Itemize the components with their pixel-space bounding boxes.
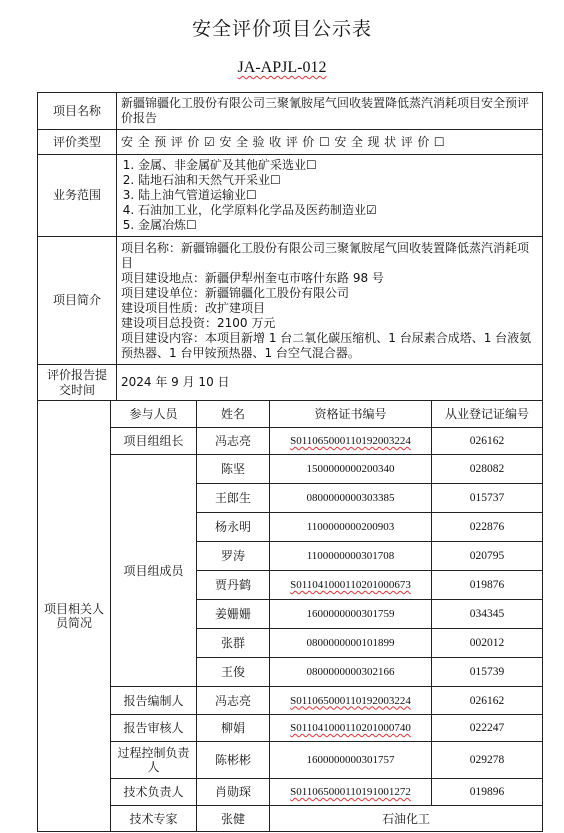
name-cell: 冯志亮 xyxy=(197,687,270,715)
column-header-cert: 资格证书编号 xyxy=(270,401,432,428)
expert-field-cell: 石油化工 xyxy=(270,806,543,832)
submission-date-row xyxy=(38,365,543,401)
evaluation-type-row xyxy=(38,130,543,155)
role-cell: 报告审核人 xyxy=(111,715,197,742)
table-row xyxy=(38,806,543,832)
role-cell: 过程控制负责人 xyxy=(111,742,197,779)
project-info-table xyxy=(37,92,543,401)
name-cell: 张健 xyxy=(197,806,270,832)
name-cell: 柳娟 xyxy=(197,715,270,742)
cert-cell: 0800000000101899 xyxy=(270,629,432,658)
role-cell: 技术专家 xyxy=(111,806,197,832)
table-row xyxy=(38,715,543,742)
reg-cell: 022247 xyxy=(432,715,543,742)
reg-cell: 019876 xyxy=(432,571,543,600)
reg-cell: 022876 xyxy=(432,513,543,542)
reg-cell: 026162 xyxy=(432,687,543,715)
column-header-role: 参与人员 xyxy=(111,401,197,428)
table-row xyxy=(38,742,543,779)
table-row xyxy=(38,687,543,715)
intro-line: 建设项目性质：改扩建项目 xyxy=(121,300,266,315)
name-cell: 肖勋琛 xyxy=(197,779,270,806)
intro-line: 项目名称：新疆锦疆化工股份有限公司三聚氰胺尾气回收装置降低蒸汽消耗项目 xyxy=(121,240,530,270)
business-scope-list xyxy=(121,158,538,233)
table-row xyxy=(38,455,543,484)
evaluation-type-value: 安全预评价☑安全验收评价☐安全现状评价☐ xyxy=(117,130,543,155)
cert-cell: S011041000110201000673 xyxy=(270,571,432,600)
reg-cell: 015737 xyxy=(432,484,543,513)
cert-cell: S011065000110192003224 xyxy=(270,428,432,455)
name-cell: 冯志亮 xyxy=(197,428,270,455)
reg-cell: 019896 xyxy=(432,779,543,806)
name-cell: 贾丹鹤 xyxy=(197,571,270,600)
column-header-name: 姓名 xyxy=(197,401,270,428)
cert-cell: S011041000110201000740 xyxy=(270,715,432,742)
role-cell: 技术负责人 xyxy=(111,779,197,806)
personnel-header-row xyxy=(38,401,543,428)
project-intro-label: 项目简介 xyxy=(38,237,117,365)
business-scope-row xyxy=(38,155,543,237)
personnel-table xyxy=(37,400,543,832)
project-name-row xyxy=(38,93,543,130)
cert-cell: 1500000000200340 xyxy=(270,455,432,484)
name-cell: 杨永明 xyxy=(197,513,270,542)
cert-cell: S011065000110192003224 xyxy=(270,687,432,715)
intro-line: 建设项目总投资：2100 万元 xyxy=(121,315,276,330)
reg-cell: 028082 xyxy=(432,455,543,484)
scope-item: 1. 金属、非金属矿及其他矿采选业☐ xyxy=(138,158,538,173)
document-number-text: JA-APJL-012 xyxy=(237,59,327,76)
name-cell: 陈彬彬 xyxy=(197,742,270,779)
cert-cell: 1100000000200903 xyxy=(270,513,432,542)
scope-item: 2. 陆地石油和天然气开采业☐ xyxy=(138,173,538,188)
project-name-value: 新疆锦疆化工股份有限公司三聚氰胺尾气回收装置降低蒸汽消耗项目安全预评价报告 xyxy=(117,93,543,130)
name-cell: 陈坚 xyxy=(197,455,270,484)
table-row xyxy=(38,779,543,806)
cert-cell: S011065000110191001272 xyxy=(270,779,432,806)
scope-item: 5. 金属冶炼☐ xyxy=(138,218,538,233)
cert-cell: 0800000000303385 xyxy=(270,484,432,513)
scope-item: 3. 陆上油气管道运输业☐ xyxy=(138,188,538,203)
name-cell: 王俊 xyxy=(197,658,270,687)
intro-line: 项目建设内容：本项目新增 1 台二氧化碳压缩机、1 台尿素合成塔、1 台液氨预热器、1 台甲铵预热器、1 台空气混合器。 xyxy=(121,330,532,360)
business-scope-value xyxy=(117,155,543,237)
name-cell: 张群 xyxy=(197,629,270,658)
intro-line: 项目建设地点：新疆伊犁州奎屯市喀什东路 98 号 xyxy=(121,270,384,285)
reg-cell: 026162 xyxy=(432,428,543,455)
project-intro-row xyxy=(38,237,543,365)
reg-cell: 015739 xyxy=(432,658,543,687)
intro-line: 项目建设单位：新疆锦疆化工股份有限公司 xyxy=(121,285,350,300)
reg-cell: 029278 xyxy=(432,742,543,779)
role-cell: 项目组成员 xyxy=(111,455,197,687)
role-cell: 报告编制人 xyxy=(111,687,197,715)
column-header-reg: 从业登记证编号 xyxy=(432,401,543,428)
business-scope-label: 业务范围 xyxy=(38,155,117,237)
table-row xyxy=(38,428,543,455)
reg-cell: 034345 xyxy=(432,600,543,629)
personnel-section-label: 项目相关人员简况 xyxy=(38,401,111,832)
project-intro-value xyxy=(117,237,543,365)
document-number xyxy=(0,59,564,77)
role-cell: 项目组组长 xyxy=(111,428,197,455)
submission-date-label: 评价报告提交时间 xyxy=(38,365,117,401)
cert-cell: 0800000000302166 xyxy=(270,658,432,687)
page-title: 安全评价项目公示表 xyxy=(191,18,372,40)
evaluation-type-label: 评价类型 xyxy=(38,130,117,155)
scope-item: 4. 石油加工业，化学原料化学品及医药制造业☑ xyxy=(138,203,538,218)
name-cell: 罗涛 xyxy=(197,542,270,571)
cert-cell: 1600000000301757 xyxy=(270,742,432,779)
cert-cell: 1600000000301759 xyxy=(270,600,432,629)
name-cell: 王郎生 xyxy=(197,484,270,513)
reg-cell: 002012 xyxy=(432,629,543,658)
project-name-label: 项目名称 xyxy=(38,93,117,130)
reg-cell: 020795 xyxy=(432,542,543,571)
cert-cell: 1100000000301708 xyxy=(270,542,432,571)
submission-date-value: 2024 年 9 月 10 日 xyxy=(117,365,543,401)
name-cell: 姜姗姗 xyxy=(197,600,270,629)
